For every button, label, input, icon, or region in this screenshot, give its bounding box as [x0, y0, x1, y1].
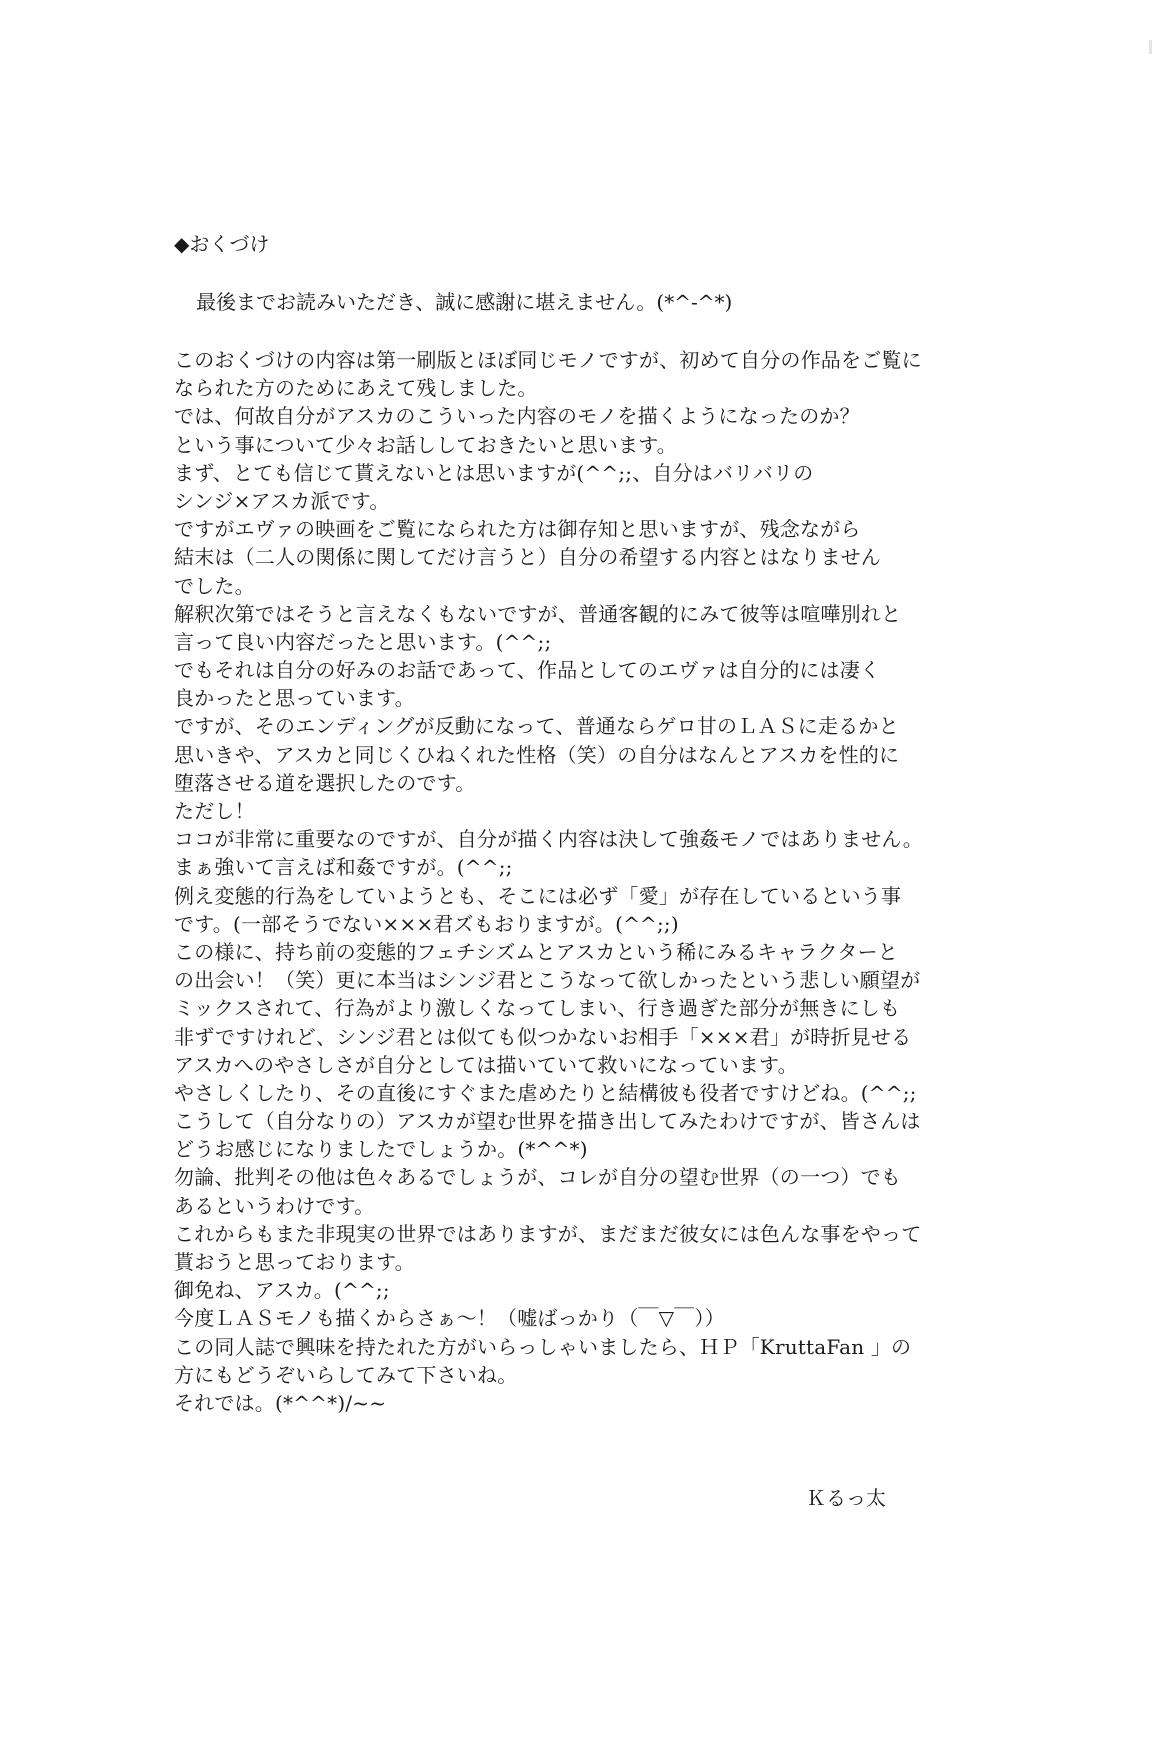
text-line: 言って良い内容だったと思います。(^^;; [174, 629, 552, 654]
text-line: アスカへのやさしさが自分としては描いていて救いになっています。 [174, 1052, 798, 1077]
text-line: まず、とても信じて貰えないとは思いますが(^^;;、自分はバリバリの [174, 460, 814, 485]
text-line: 良かったと思っています。 [174, 686, 415, 711]
text-line: 思いきや、アスカと同じくひねくれた性格（笑）の自分はなんとアスカを性的に [174, 742, 900, 767]
text-line: 勿論、批判その他は色々あるでしょうが、コレが自分の望む世界（の一つ）でも [174, 1165, 901, 1190]
text-line: ミックスされて、行為がより激しくなってしまい、行き過ぎた部分が無きにしも [174, 996, 901, 1021]
text-line: の出会い！（笑）更に本当はシンジ君とこうなって欲しかったという悲しい願望が [174, 968, 921, 993]
text-line: やさしくしたり、その直後にすぐまた虐めたりと結構彼も役者ですけどね。(^^;; [174, 1080, 917, 1105]
text-line: このおくづけの内容は第一刷版とほぼ同じモノですが、初めて自分の作品をご覧に [174, 348, 922, 372]
text-line: どうお感じになりましたでしょうか。(*^^*) [174, 1137, 588, 1162]
text-line: 解釈次第ではそうと言えなくもないですが、普通客観的にみて彼等は喧嘩別れと [174, 601, 902, 626]
text-line: 御免ね、アスカ。(^^;; [174, 1278, 390, 1303]
text-line: 結末は（二人の関係に関してだけ言うと）自分の希望する内容とはなりません [174, 545, 881, 570]
text-line: 例え変態的行為をしていようとも、そこには必ず「愛」が存在しているという事 [174, 883, 902, 908]
intro-paragraph: 最後までお読みいただき、誠に感謝に堪えません。(*^-^*) [196, 290, 733, 314]
text-line: でもそれは自分の好みのお話であって、作品としてのエヴァは自分的には凄く [174, 658, 881, 683]
body-text [174, 346, 923, 1417]
text-line: ですがエヴァの映画をご覧になられた方は御存知と思いますが、残念ながら [174, 517, 861, 542]
text-line: ココが非常に重要なのですが、自分が描く内容は決して強姦モノではありません。 [174, 827, 923, 852]
text-line: です。(一部そうでない×××君ズもおりますが。(^^;;) [174, 911, 679, 936]
text-line: でした。 [174, 573, 255, 598]
page-heading: ◆おくづけ [174, 232, 270, 256]
text-line: ただし！ [174, 799, 255, 823]
text-line: ですが、そのエンディングが反動になって、普通ならゲロ甘のＬＡＳに走るかと [174, 714, 899, 739]
text-line: なられた方のためにあえて残しました。 [174, 376, 538, 401]
text-line: シンジ×アスカ派です。 [174, 488, 390, 513]
author-signature: Ｋるっ太 [806, 1486, 886, 1510]
text-line: あるというわけです。 [174, 1193, 375, 1218]
text-line: 貰おうと思っております。 [174, 1250, 415, 1274]
text-line: まぁ強いて言えば和姦ですが。(^^;; [174, 855, 513, 880]
text-line: 非ずですけれど、シンジ君とは似ても似つかないお相手「×××君」が時折見せる [174, 1024, 912, 1049]
text-line: こうして（自分なりの）アスカが望む世界を描き出してみたわけですが、皆さんは [174, 1109, 921, 1134]
text-line: この同人誌で興味を持たれた方がいらっしゃいましたら、ＨＰ「KruttaFan 」の [174, 1334, 912, 1359]
text-line: この様に、持ち前の変態的フェチシズムとアスカという稀にみるキャラクターと [174, 939, 898, 964]
text-line: それでは。(*^^*)/~~ [174, 1390, 387, 1415]
text-line: という事について少々お話ししておきたいと思います。 [174, 432, 677, 457]
text-line: これからもまた非現実の世界ではありますが、まだまだ彼女には色んな事をやって [174, 1221, 922, 1246]
text-line: 今度ＬＡＳモノも描くからさぁ～！（嘘ばっかり（￣▽￣）） [174, 1306, 725, 1331]
text-line: 方にもどうぞいらしてみて下さいね。 [174, 1362, 518, 1387]
text-line: 堕落させる道を選択したのです。 [174, 770, 476, 795]
text-line: では、何故自分がアスカのこういった内容のモノを描くようになったのか？ [174, 404, 860, 429]
